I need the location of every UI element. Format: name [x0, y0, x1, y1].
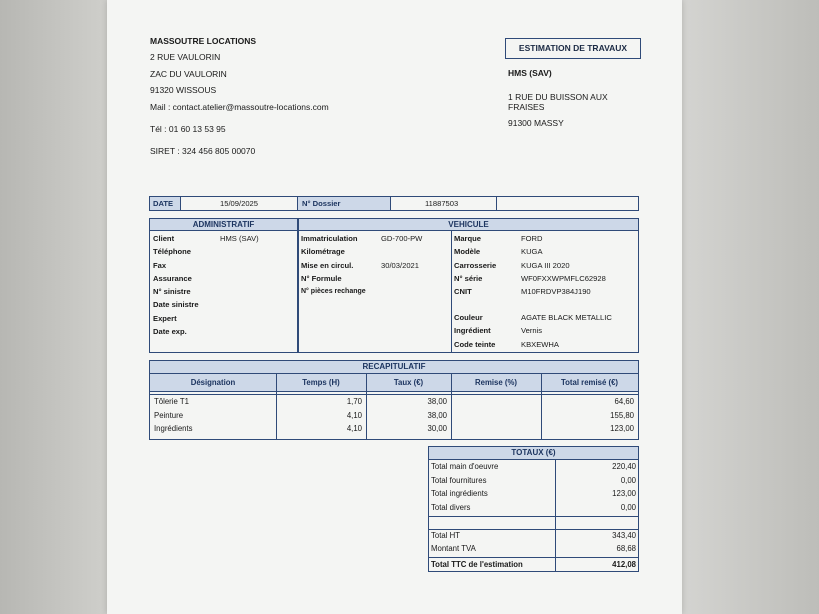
vehicle-label: CNIT [454, 287, 472, 297]
dossier-value: 11887503 [425, 199, 459, 208]
vehicle-label: Modèle [454, 247, 481, 257]
recipient-address2: FRAISES [508, 102, 545, 112]
date-label: DATE [153, 199, 174, 208]
col-header-total: Total remisé (€) [560, 378, 619, 387]
paint-label: Couleur [454, 313, 483, 322]
company-mail: Mail : contact.atelier@massoutre-locations.com [150, 102, 329, 112]
vehicle-value: FORD [521, 234, 543, 243]
document-title: ESTIMATION DE TRAVAUX [505, 38, 641, 59]
table-row-designation: Peinture [154, 410, 184, 420]
vehicle-label: Kilométrage [301, 247, 345, 257]
vehicle-header: VEHICULE [299, 219, 638, 231]
info-bar [149, 196, 639, 211]
paint-labels [454, 311, 495, 351]
recap-table [149, 360, 639, 440]
vehicle-label: Mise en circul. [301, 260, 354, 270]
vehicle-value: WF0FXXWPMFLC62928 [521, 273, 606, 283]
company-name: MASSOUTRE LOCATIONS [150, 36, 257, 46]
company-city: 91320 WISSOUS [150, 85, 217, 95]
vehicle-label: N° Formule [301, 273, 342, 283]
admin-label: Assurance [153, 273, 192, 283]
admin-label: N° sinistre [153, 287, 191, 297]
vehicle-value: KUGA [521, 247, 543, 257]
recipient-city: 91300 MASSY [508, 118, 564, 128]
vehicle-label: Carrosserie [454, 260, 497, 270]
totals-label: Total fournitures [431, 475, 487, 485]
paint-value: AGATE BLACK METALLIC [521, 313, 612, 322]
paint-value: KBXEWHA [521, 339, 559, 349]
divider [180, 197, 181, 210]
admin-labels [153, 232, 199, 338]
paint-value: Vernis [521, 326, 543, 336]
paint-label: Code teinte [454, 339, 496, 349]
company-block [150, 36, 329, 157]
vehicle-label: N° série [454, 273, 483, 283]
total-ht-value: 343,40 [612, 531, 636, 540]
table-row-taux: 38,00 [427, 410, 447, 420]
vehicle-section [298, 218, 639, 353]
totals-label: Total main d'oeuvre [431, 462, 499, 471]
paint-values [521, 311, 612, 351]
vehicle-label: N° pièces rechange [301, 288, 366, 296]
dossier-label: N° Dossier [302, 199, 341, 208]
totals-label: Total divers [431, 502, 471, 512]
client-value: HMS (SAV) [220, 234, 259, 243]
table-row-total: 155,80 [610, 410, 634, 420]
admin-section [149, 218, 298, 353]
totals-label: Total ingrédients [431, 489, 488, 498]
admin-label: Téléphone [153, 247, 191, 257]
recipient-address1: 1 RUE DU BUISSON AUX [508, 92, 608, 102]
tva-value: 68,68 [616, 544, 636, 553]
table-row-designation: Tôlerie T1 [154, 397, 189, 406]
vehicle-value: M10FRDVP384J190 [521, 287, 591, 297]
totals-value: 220,40 [612, 462, 636, 471]
table-row-designation: Ingrédients [154, 424, 193, 433]
paint-label: Ingrédient [454, 326, 491, 336]
divider [150, 391, 638, 392]
totals-header: TOTAUX (€) [429, 447, 638, 460]
table-row-taux: 30,00 [427, 424, 447, 433]
vehicle-value: KUGA III 2020 [521, 260, 570, 270]
recipient-block [508, 68, 608, 129]
table-row-taux: 38,00 [427, 397, 447, 406]
admin-header: ADMINISTRATIF [150, 219, 297, 231]
totals-value: 0,00 [620, 502, 636, 512]
divider [390, 197, 391, 210]
vehicle-label: Marque [454, 234, 482, 243]
totals-table [428, 446, 639, 572]
col-header-designation: Désignation [190, 378, 236, 387]
mise-circ-value: 30/03/2021 [381, 260, 420, 270]
immat-value: GD-700-PW [381, 234, 423, 243]
company-address2: ZAC DU VAULORIN [150, 69, 227, 79]
admin-label: Fax [153, 260, 167, 270]
vehicle-right-values [521, 232, 606, 298]
company-address1: 2 RUE VAULORIN [150, 52, 221, 62]
admin-label: Date sinistre [153, 300, 199, 310]
monitor-background-right [682, 0, 819, 614]
table-row-temps: 4,10 [346, 410, 362, 420]
vehicle-right-labels [454, 232, 496, 298]
col-header-remise: Remise (%) [474, 378, 518, 387]
table-row-total: 123,00 [610, 424, 634, 433]
admin-label: Client [153, 234, 175, 243]
divider [451, 231, 452, 352]
total-ttc-label: Total TTC de l'estimation [431, 559, 523, 569]
table-row-temps: 4,10 [346, 424, 362, 433]
table-row-temps: 1,70 [346, 397, 362, 406]
vehicle-left-labels [301, 232, 366, 298]
company-siret: SIRET : 324 456 805 00070 [150, 146, 256, 156]
admin-label: Date exp. [153, 327, 187, 337]
col-header-taux: Taux (€) [393, 378, 424, 387]
total-ttc-value: 412,08 [612, 559, 636, 569]
totals-value: 123,00 [612, 489, 636, 498]
monitor-background-left [0, 0, 107, 614]
estimate-document [107, 0, 682, 614]
divider [150, 394, 638, 395]
table-row-total: 64,60 [614, 397, 634, 406]
recipient-name: HMS (SAV) [508, 68, 552, 78]
tva-label: Montant TVA [431, 544, 476, 553]
divider [429, 516, 638, 517]
recap-header: RECAPITULATIF [150, 361, 638, 374]
total-ht-label: Total HT [431, 531, 461, 540]
col-header-temps: Temps (H) [302, 378, 340, 387]
divider [496, 197, 497, 210]
vehicle-label: Immatriculation [301, 234, 358, 243]
date-value: 15/09/2025 [220, 199, 259, 208]
totals-value: 0,00 [620, 475, 636, 485]
company-phone: Tél : 01 60 13 53 95 [150, 124, 226, 134]
admin-label: Expert [153, 313, 177, 323]
